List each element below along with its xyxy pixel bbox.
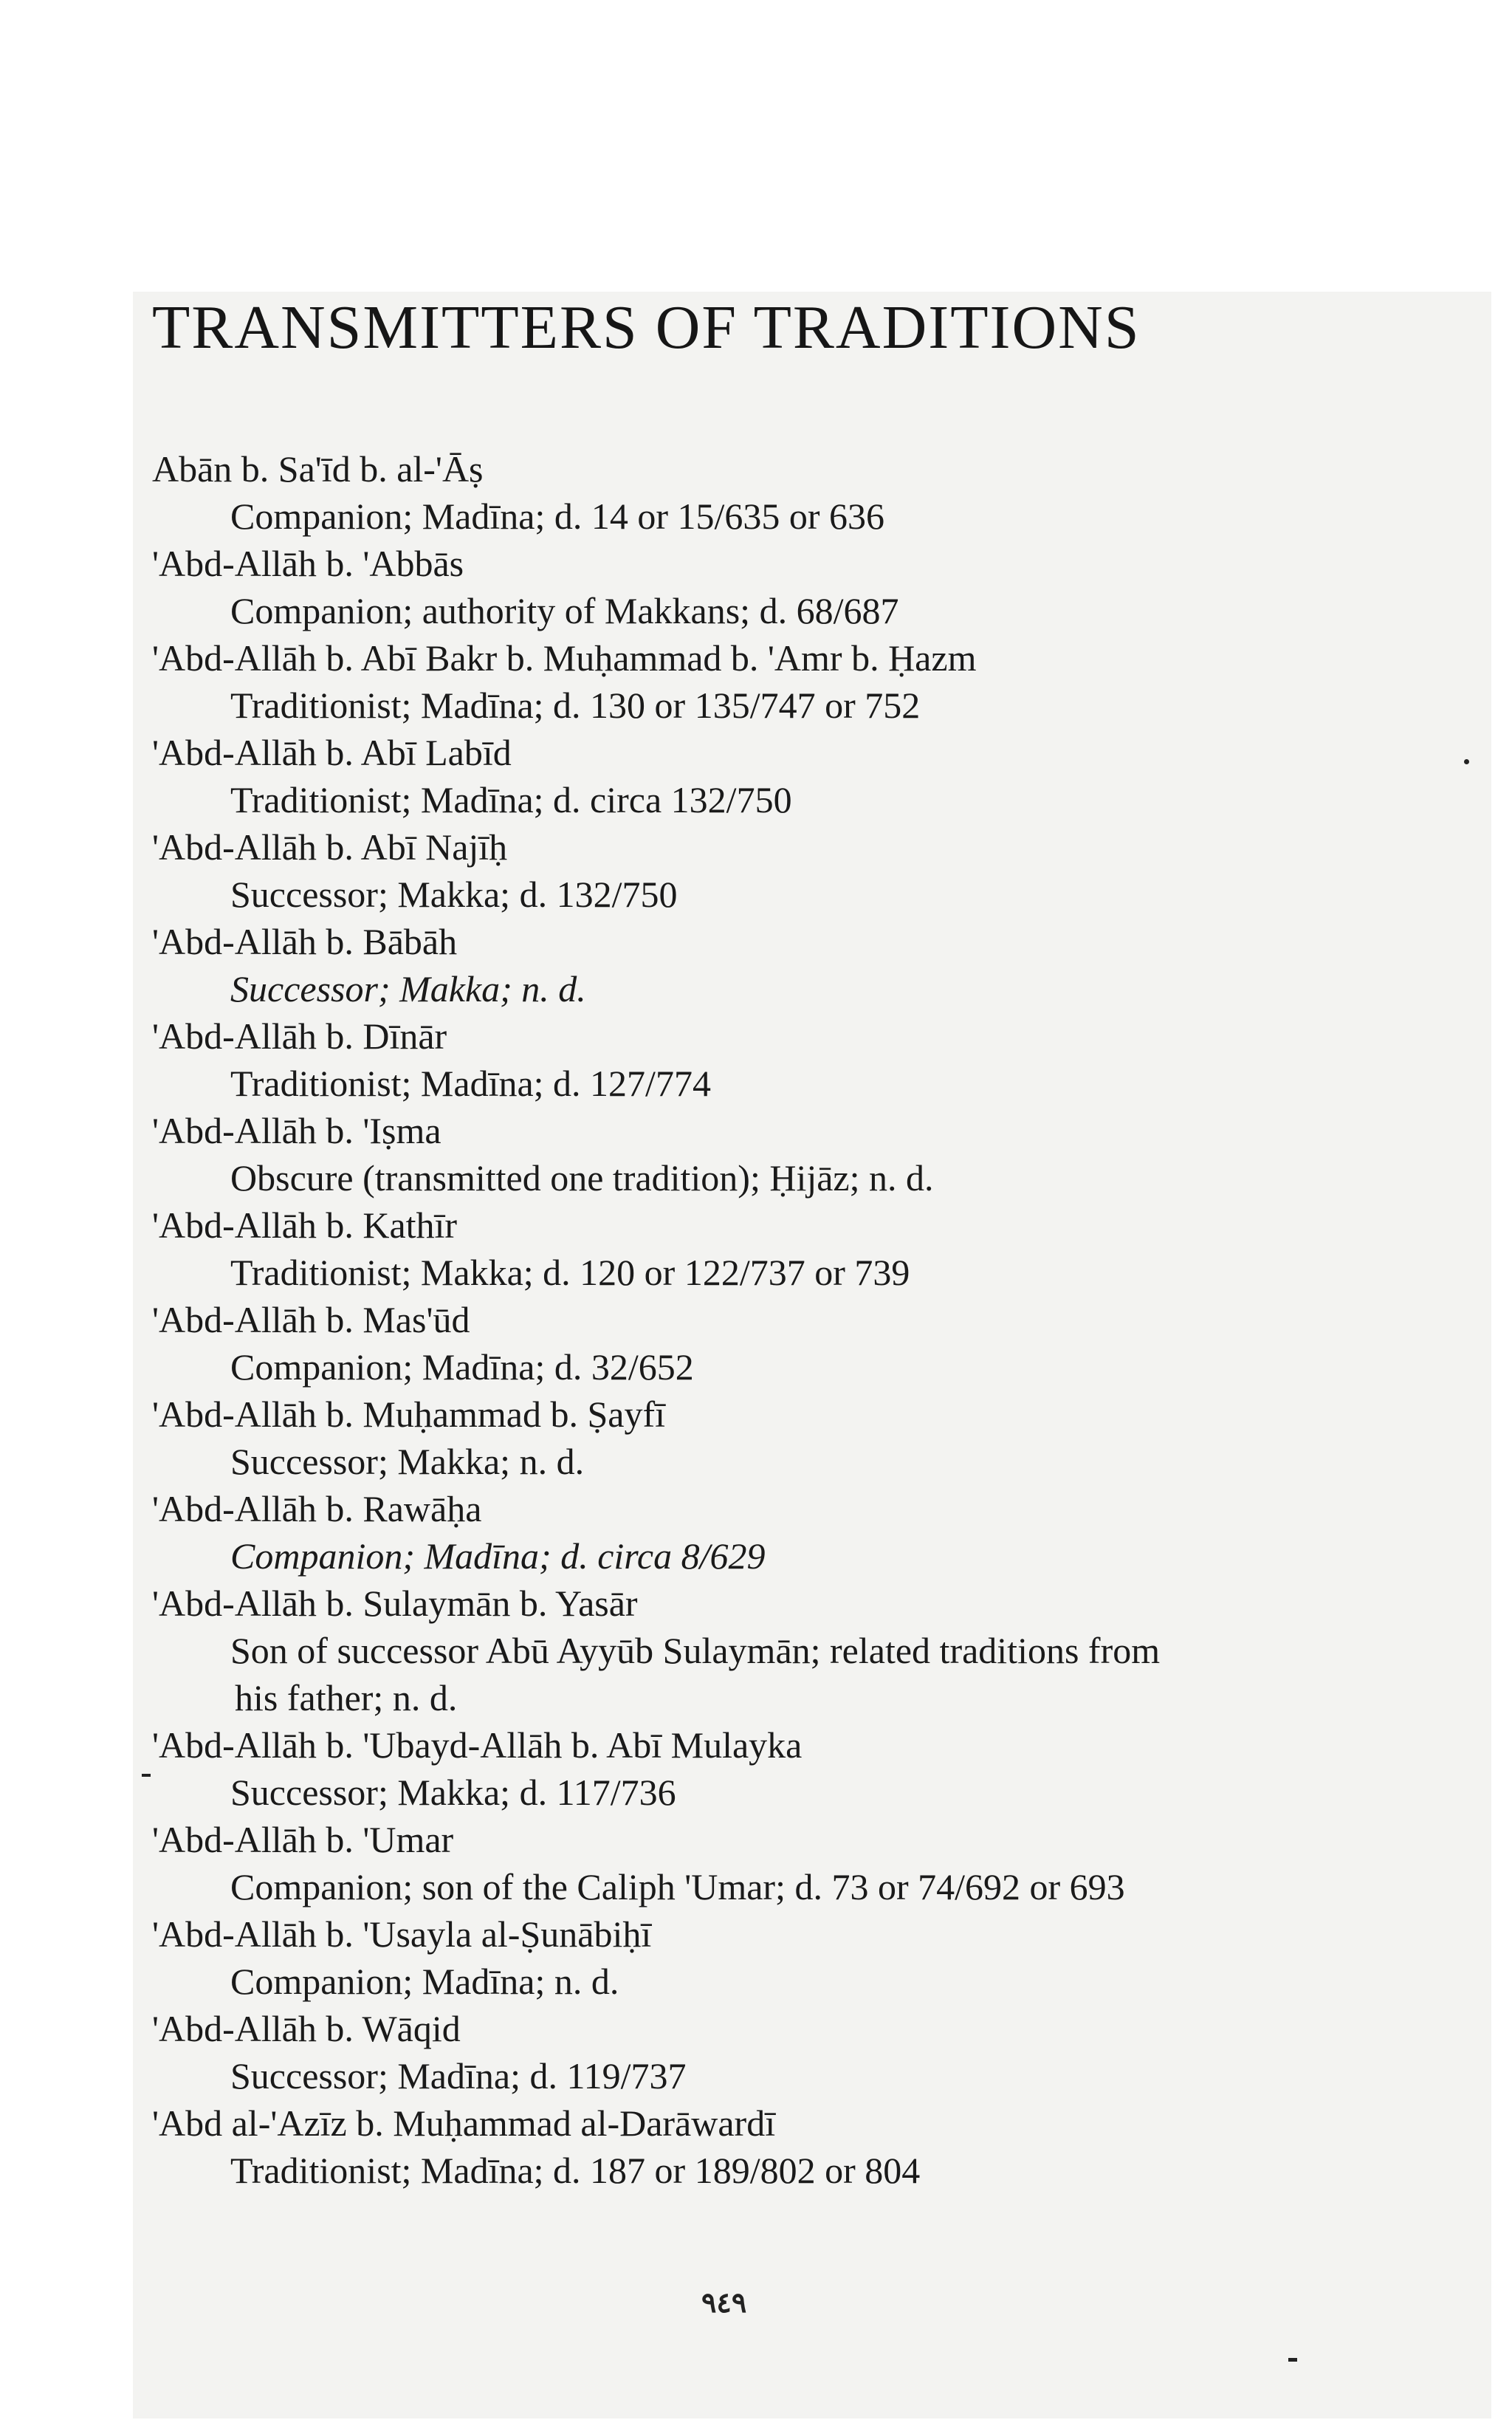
list-item	[152, 1296, 1400, 1391]
margin-dash-mark	[142, 1774, 151, 1777]
transmitter-name: Abān b. Sa'īd b. al-'Āṣ	[152, 448, 484, 490]
list-item	[152, 1107, 1400, 1201]
list-item	[152, 918, 1400, 1012]
list-item	[152, 2005, 1400, 2099]
transmitter-info: Successor; Makka; d. 117/736	[230, 1772, 676, 1813]
transmitter-name: 'Abd-Allāh b. 'Ubayd-Allāh b. Abī Mulayka	[152, 1724, 803, 1766]
transmitter-name: 'Abd-Allāh b. Kathīr	[152, 1204, 458, 1246]
list-item	[152, 823, 1400, 918]
transmitter-info: Companion; Madīna; d. 32/652	[230, 1346, 694, 1388]
list-item	[152, 2099, 1400, 2194]
transmitter-info: Companion; Madīna; d. circa 8/629	[230, 1535, 766, 1577]
bottom-dash-mark	[1288, 2358, 1297, 2362]
transmitter-name: 'Abd-Allāh b. Wāqid	[152, 2008, 461, 2049]
list-item	[152, 1816, 1400, 1910]
transmitter-info: Successor; Makka; n. d.	[230, 1441, 585, 1482]
list-item	[152, 540, 1400, 634]
margin-dot-mark	[1464, 759, 1469, 764]
transmitter-info-continuation: his father; n. d.	[235, 1677, 458, 1718]
list-item	[152, 1721, 1400, 1816]
transmitter-info: Successor; Madīna; d. 119/737	[230, 2055, 687, 2097]
transmitter-info-line: Son of successor Abū Ayyūb Sulaymān; related traditions from	[230, 1630, 1161, 1671]
transmitter-info: Companion; Madīna; d. 14 or 15/635 or 636	[230, 496, 885, 537]
transmitter-info: Traditionist; Madīna; d. circa 132/750	[230, 779, 792, 820]
list-item	[152, 1580, 1400, 1721]
transmitter-name: 'Abd-Allāh b. Muḥammad b. Ṣayfī	[152, 1393, 666, 1435]
transmitter-info: Traditionist; Madīna; d. 187 or 189/802 or 804	[230, 2150, 921, 2191]
transmitter-info: Companion; authority of Makkans; d. 68/687	[230, 590, 899, 631]
transmitter-name: 'Abd-Allāh b. Sulaymān b. Yasār	[152, 1583, 638, 1624]
transmitter-name: 'Abd-Allāh b. Abī Bakr b. Muḥammad b. 'Amr b. Ḥazm	[152, 637, 977, 679]
transmitter-name: 'Abd-Allāh b. 'Iṣma	[152, 1110, 441, 1151]
list-item	[152, 1012, 1400, 1107]
transmitter-name: 'Abd al-'Azīz b. Muḥammad al-Darāwardī	[152, 2102, 776, 2144]
transmitter-name: 'Abd-Allāh b. Rawāḥa	[152, 1488, 482, 1529]
transmitter-name: 'Abd-Allāh b. 'Usayla al-Ṣunābiḥī	[152, 1913, 652, 1955]
transmitter-name: 'Abd-Allāh b. Dīnār	[152, 1015, 447, 1057]
page-number: ٩٤٩	[701, 2288, 747, 2319]
transmitter-info: Traditionist; Makka; d. 120 or 122/737 or 739	[230, 1252, 910, 1293]
transmitter-name: 'Abd-Allāh b. Abī Najīḥ	[152, 826, 508, 868]
list-item	[152, 445, 1400, 540]
list-item	[152, 634, 1400, 729]
list-item	[152, 729, 1400, 823]
list-item	[152, 1201, 1400, 1296]
list-item	[152, 1485, 1400, 1580]
transmitter-info: Obscure (transmitted one tradition); Ḥijāz; n. d.	[230, 1157, 934, 1199]
transmitter-info: Companion; Madīna; n. d.	[230, 1961, 619, 2002]
transmitter-info: Successor; Makka; d. 132/750	[230, 874, 678, 915]
transmitter-info: Traditionist; Madīna; d. 130 or 135/747 or 752	[230, 685, 921, 726]
transmitter-name: 'Abd-Allāh b. Abī Labīd	[152, 732, 512, 773]
list-item	[152, 1910, 1400, 2005]
transmitter-info: Traditionist; Madīna; d. 127/774	[230, 1063, 711, 1104]
transmitter-info	[152, 1627, 1400, 1721]
list-item	[152, 1391, 1400, 1485]
transmitter-info: Companion; son of the Caliph 'Umar; d. 73 or 74/692 or 693	[230, 1866, 1125, 1907]
transmitter-name: 'Abd-Allāh b. 'Abbās	[152, 543, 464, 584]
transmitters-list	[152, 445, 1400, 2194]
transmitter-name: 'Abd-Allāh b. Bābāh	[152, 921, 458, 962]
transmitter-name: 'Abd-Allāh b. 'Umar	[152, 1819, 454, 1860]
transmitter-name: 'Abd-Allāh b. Mas'ūd	[152, 1299, 470, 1340]
transmitter-info: Successor; Makka; n. d.	[230, 968, 586, 1009]
page-title: TRANSMITTERS OF TRADITIONS	[152, 293, 1141, 362]
